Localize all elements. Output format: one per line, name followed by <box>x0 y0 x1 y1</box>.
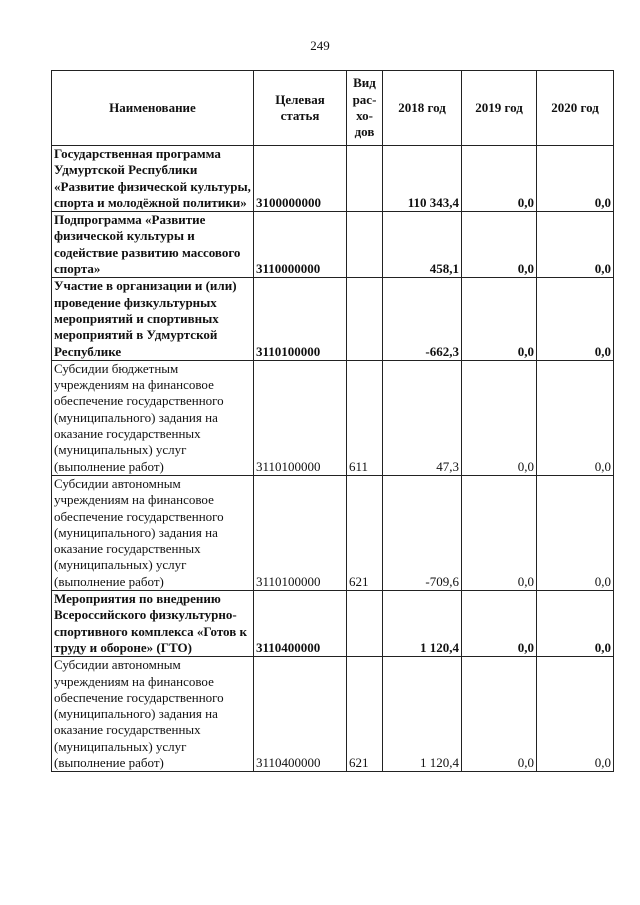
budget-table <box>51 70 614 772</box>
row-vid: 611 <box>347 360 383 475</box>
row-2018: 1 120,4 <box>383 657 462 772</box>
header-2019: 2019 год <box>462 71 537 146</box>
row-2019: 0,0 <box>462 212 537 278</box>
row-2018: -709,6 <box>383 475 462 590</box>
row-2019: 0,0 <box>462 591 537 657</box>
header-vid: Вид рас-хо-дов <box>347 71 383 146</box>
row-2018: 1 120,4 <box>383 591 462 657</box>
row-2020: 0,0 <box>537 212 614 278</box>
row-name: Мероприятия по внедрению Всероссийского физкультурно-спортивного комплекса «Готов к труду и обороне» (ГТО) <box>52 591 254 657</box>
table-row <box>52 591 614 657</box>
row-name: Подпрограмма «Развитие физической культуры и содействие развитию массового спорта» <box>52 212 254 278</box>
table-row <box>52 657 614 772</box>
table-row <box>52 278 614 360</box>
row-code: 3110400000 <box>254 657 347 772</box>
header-code: Целевая статья <box>254 71 347 146</box>
table-row <box>52 146 614 212</box>
table-row <box>52 360 614 475</box>
row-2020: 0,0 <box>537 475 614 590</box>
row-vid <box>347 146 383 212</box>
row-name: Субсидии бюджетным учреждениям на финансовое обеспечение государственного (муниципального) задания на оказание государственных (муниципальных) услуг (выполнение работ) <box>52 360 254 475</box>
header-name: Наименование <box>52 71 254 146</box>
table-header-row <box>52 71 614 146</box>
row-name: Участие в организации и (или) проведение физкультурных мероприятий и спортивных мероприятий в Удмуртской Республике <box>52 278 254 360</box>
row-2019: 0,0 <box>462 278 537 360</box>
row-2019: 0,0 <box>462 146 537 212</box>
row-code: 3110100000 <box>254 278 347 360</box>
row-code: 3110000000 <box>254 212 347 278</box>
row-code: 3110100000 <box>254 475 347 590</box>
row-vid <box>347 212 383 278</box>
row-2020: 0,0 <box>537 657 614 772</box>
row-2020: 0,0 <box>537 591 614 657</box>
row-2019: 0,0 <box>462 657 537 772</box>
header-2018: 2018 год <box>383 71 462 146</box>
row-code: 3110100000 <box>254 360 347 475</box>
row-2020: 0,0 <box>537 360 614 475</box>
row-2018: -662,3 <box>383 278 462 360</box>
page-number: 249 <box>310 38 330 53</box>
row-2019: 0,0 <box>462 475 537 590</box>
row-2019: 0,0 <box>462 360 537 475</box>
row-code: 3100000000 <box>254 146 347 212</box>
row-vid <box>347 591 383 657</box>
row-name: Субсидии автономным учреждениям на финансовое обеспечение государственного (муниципального) задания на оказание государственных (муниципальных) услуг (выполнение работ) <box>52 657 254 772</box>
table-row <box>52 212 614 278</box>
row-name: Субсидии автономным учреждениям на финансовое обеспечение государственного (муниципального) задания на оказание государственных (муниципальных) услуг (выполнение работ) <box>52 475 254 590</box>
row-vid <box>347 278 383 360</box>
header-2020: 2020 год <box>537 71 614 146</box>
row-2018: 458,1 <box>383 212 462 278</box>
row-name: Государственная программа Удмуртской Республики «Развитие физической культуры, спорта и молодёжной политики» <box>52 146 254 212</box>
row-2020: 0,0 <box>537 278 614 360</box>
row-2018: 47,3 <box>383 360 462 475</box>
row-2018: 110 343,4 <box>383 146 462 212</box>
row-code: 3110400000 <box>254 591 347 657</box>
row-vid: 621 <box>347 475 383 590</box>
row-2020: 0,0 <box>537 146 614 212</box>
table-row <box>52 475 614 590</box>
row-vid: 621 <box>347 657 383 772</box>
